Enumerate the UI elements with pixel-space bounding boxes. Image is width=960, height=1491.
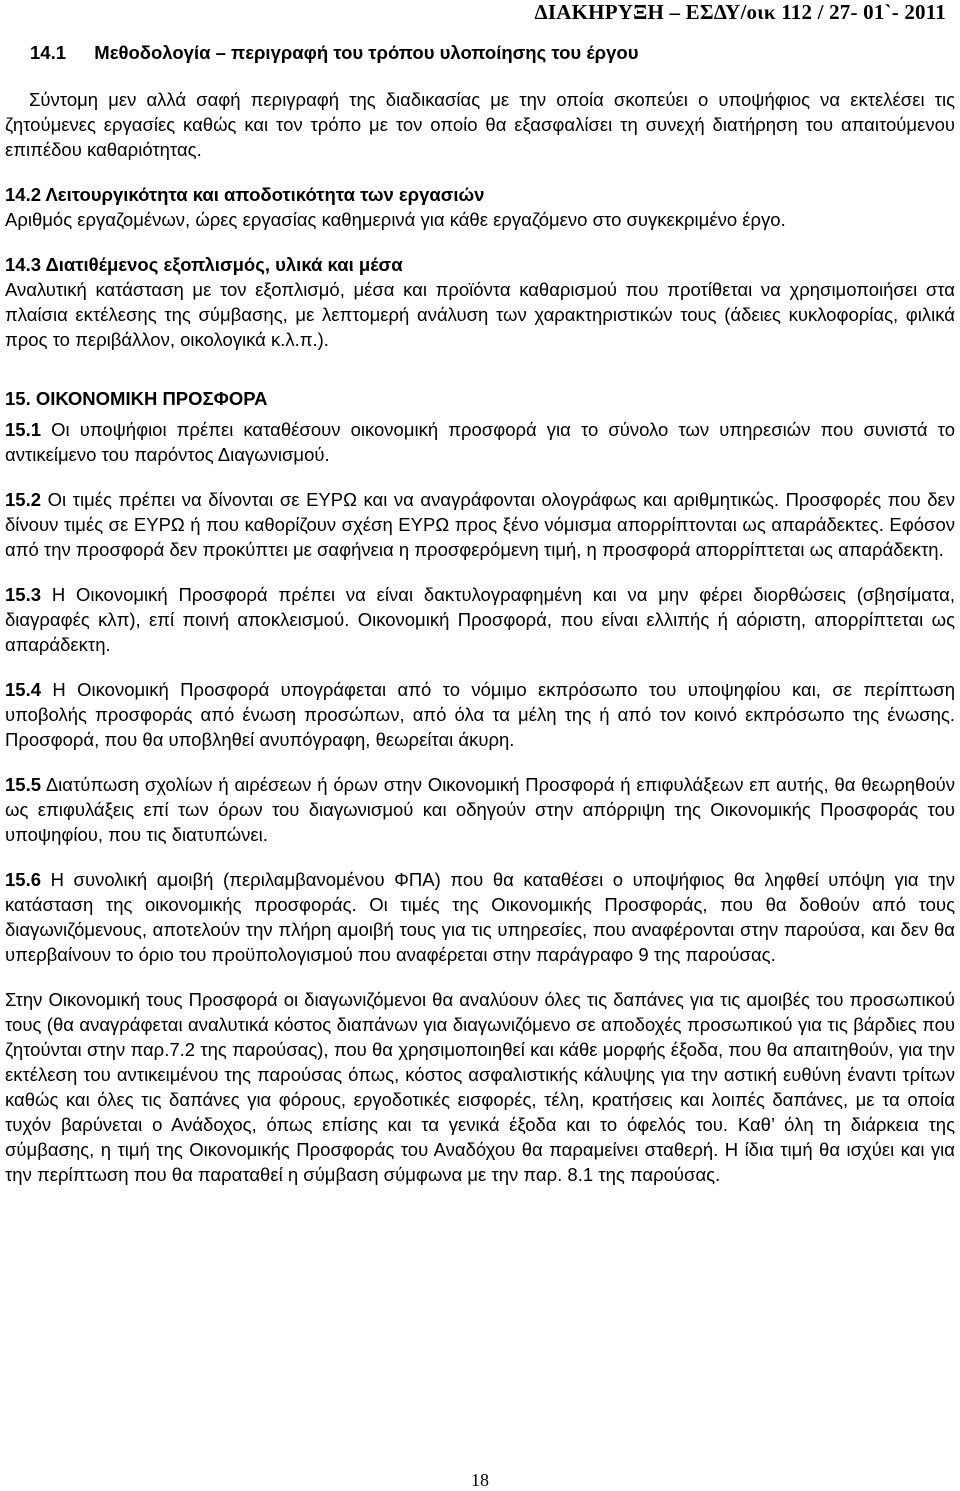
paragraph-15-1-number: 15.1 xyxy=(5,419,42,440)
paragraph-15-2 xyxy=(5,487,955,562)
paragraph-15-4-text: Η Οικονομική Προσφορά υπογράφεται από το νόμιμο εκπρόσωπο του υποψηφίου και, σε περίπτωση υποβολής προσφοράς από ένωση προσώπων, από όλα τα μέλη της ή από τον κοινό εκπρόσωπο της ένωσης. Προσφορά, που θα υποβληθεί ανυπόγραφη, θεωρείται άκυρη. xyxy=(5,679,955,750)
page-number: 18 xyxy=(471,1470,489,1490)
document-body xyxy=(5,40,955,1187)
paragraph-15-1-text: Οι υποψήφιοι πρέπει καταθέσουν οικονομική προσφορά για το σύνολο των υπηρεσιών που συνιστά το αντικείμενο του παρόντος Διαγωνισμού. xyxy=(5,419,955,465)
paragraph-15-6-cont: Στην Οικονομική τους Προσφορά οι διαγωνιζόμενοι θα αναλύουν όλες τις δαπάνες για τις αμοιβές του προσωπικού τους (θα αναγράφεται αναλυτικά κόστος διαπάνων για διαγωνιζόμενο σε αποδοχές προσωπικού για τις βάρδιες που ζητούνται στην παρ.7.2 της παρούσας), που θα χρησιμοποιηθεί και κάθε μορφής έξοδα, που θα απαιτηθούν, για την εκτέλεση του αντικειμένου της παρούσας όπως, κόστος ασφαλιστικής κάλυψης για την αστική ευθύνη έναντι τρίτων καθώς και όλες τις δαπάνες για φόρους, εργοδοτικές εισφορές, τέλη, κρατήσεις και λοιπές δαπάνες, με τα οποία τυχόν βαρύνεται ο Ανάδοχος, όπως επίσης και τα γενικά έξοδα και το όφελός του. Καθ’ όλη τη διάρκεια της σύμβασης, η τιμή της Οικονομικής Προσφοράς του Αναδόχου θα παραμείνει σταθερή. Η ίδια τιμή θα ισχύει και για την περίπτωση που θα παραταθεί η σύμβαση σύμφωνα με την παρ. 8.1 της παρούσας. xyxy=(5,989,955,1185)
section-14-1-title: Μεθοδολογία – περιγραφή του τρόπου υλοποίησης του έργου xyxy=(94,42,639,63)
paragraph-15-5-text: Διατύπωση σχολίων ή αιρέσεων ή όρων στην Οικονομική Προσφορά ή επιφυλάξεων επ αυτής, θα θεωρηθούν ως επιφυλάξεις επί των όρων του διαγωνισμού και οδηγούν στην απόρριψη της Οικονομικής Προσφοράς του υποψηφίου, που τις διατυπώνει. xyxy=(5,774,955,845)
paragraph-15-2-number: 15.2 xyxy=(5,489,42,510)
paragraph-15-3-number: 15.3 xyxy=(5,584,42,605)
section-14-1-text: Σύντομη μεν αλλά σαφή περιγραφή της διαδικασίας με την οποία σκοπεύει ο υποψήφιος να εκτελέσει τις ζητούμενες εργασίες καθώς και τον τρόπο με τον οποίο θα εξασφαλίσει τη συνεχή διατήρηση του απαιτούμενου επιπέδου καθαριότητας. xyxy=(5,89,955,160)
paragraph-15-4 xyxy=(5,677,955,752)
paragraph-15-5 xyxy=(5,772,955,847)
paragraph-15-3 xyxy=(5,582,955,657)
section-14-2-heading: 14.2 Λειτουργικότητα και αποδοτικότητα των εργασιών xyxy=(5,184,485,205)
section-14-1-heading xyxy=(5,40,955,65)
section-14-3-heading: 14.3 Διατιθέμενος εξοπλισμός, υλικά και μέσα xyxy=(5,254,403,275)
paragraph-15-6-number: 15.6 xyxy=(5,869,42,890)
section-14-3-text: Αναλυτική κατάσταση με τον εξοπλισμό, μέσα και προϊόντα καθαρισμού που προτίθεται να χρησιμοποιήσει στα πλαίσια εκτέλεσης της σύμβασης, με λεπτομερή ανάλυση των χαρακτηριστικών τους (άδειες κυκλοφορίας, φιλικά προς το περιβάλλον, οικολογικά κ.λ.π.). xyxy=(5,279,955,350)
section-14-2-text: Αριθμός εργαζομένων, ώρες εργασίας καθημερινά για κάθε εργαζόμενο στο συγκεκριμένο έργο. xyxy=(5,209,786,230)
paragraph-15-4-number: 15.4 xyxy=(5,679,42,700)
paragraph-15-3-text: Η Οικονομική Προσφορά πρέπει να είναι δακτυλογραφημένη και να μην φέρει διορθώσεις (σβησίματα, διαγραφές κλπ), επί ποινή αποκλεισμού. Οικονομική Προσφορά, που είναι ελλιπής ή αόριστη, απορρίπτεται ως απαράδεκτη. xyxy=(5,584,955,655)
paragraph-15-2-text: Οι τιμές πρέπει να δίνονται σε ΕΥΡΩ και να αναγράφονται ολογράφως και αριθμητικώς. Προσφορές που δεν δίνουν τιμές σε ΕΥΡΩ ή που καθορίζουν σχέση ΕΥΡΩ προς ξένο νόμισμα απορρίπτονται ως απαράδεκτες. Εφόσον από την προσφορά δεν προκύπτει με σαφήνεια η προσφερόμενη τιμή, η προσφορά απορρίπτεται ως απαράδεκτη. xyxy=(5,489,955,560)
paragraph-15-5-number: 15.5 xyxy=(5,774,42,795)
section-14-1-number: 14.1 xyxy=(30,42,67,63)
paragraph-15-6 xyxy=(5,867,955,967)
page-header: ΔΙΑΚΗΡΥΞΗ – ΕΣΔΥ/οικ 112 / 27- 01`- 2011 xyxy=(534,0,946,24)
section-15-heading: 15. ΟΙΚΟΝΟΜΙΚΗ ΠΡΟΣΦΟΡΑ xyxy=(5,388,268,409)
paragraph-15-6-text: Η συνολική αμοιβή (περιλαμβανομένου ΦΠΑ) που θα καταθέσει ο υποψήφιος θα ληφθεί υπόψη για την κατάσταση της οικονομικής προσφοράς. Οι τιμές της Οικονομικής Προσφοράς, που θα δοθούν από τους διαγωνιζόμενους, αποτελούν την πλήρη αμοιβή τους για τις υπηρεσίες, που αναφέρονται στην παρούσα, και δεν θα υπερβαίνουν το όριο του προϋπολογισμού που αναφέρεται στην παράγραφο 9 της παρούσας. xyxy=(5,869,955,965)
paragraph-15-1 xyxy=(5,417,955,467)
